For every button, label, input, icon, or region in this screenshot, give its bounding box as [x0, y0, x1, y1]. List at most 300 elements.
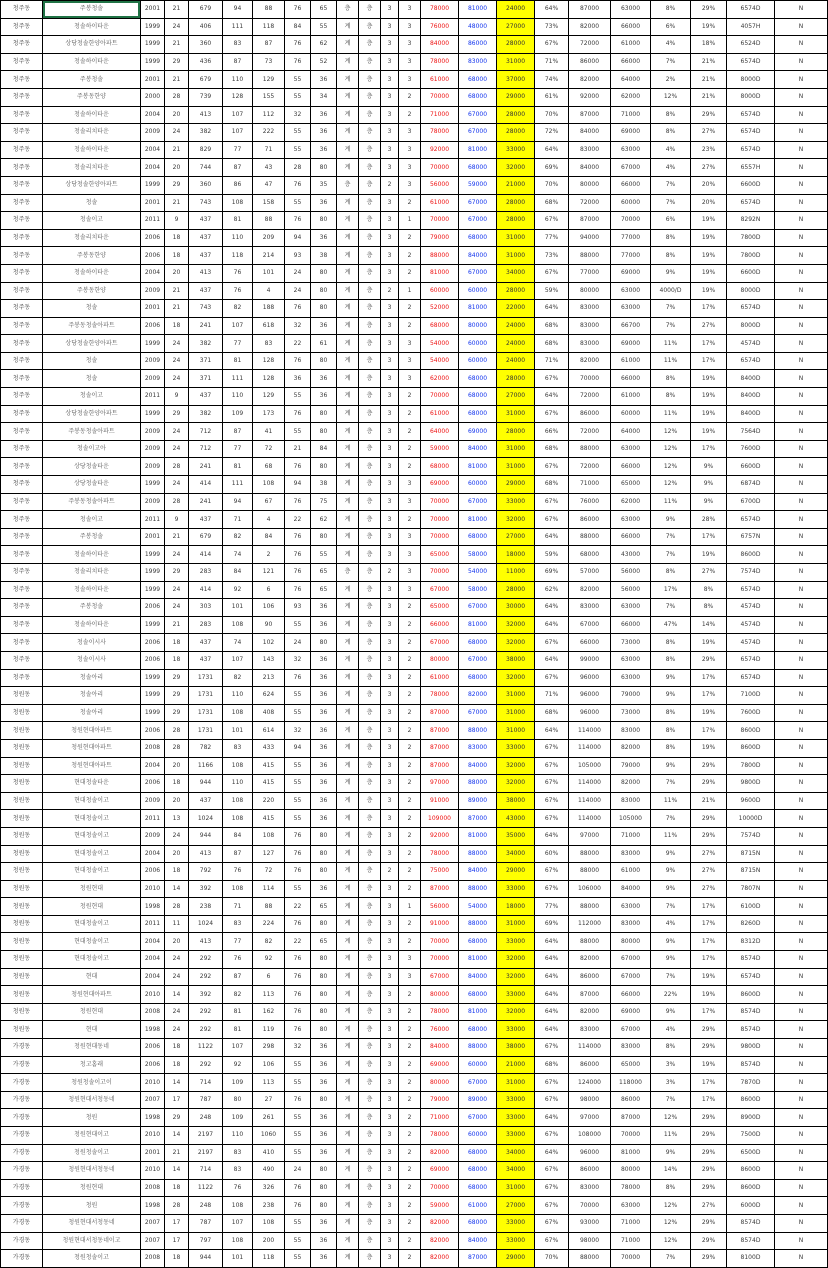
table-cell[interactable]: 108	[223, 880, 253, 898]
table-cell[interactable]: 238	[189, 898, 223, 916]
table-cell[interactable]: N	[775, 722, 828, 740]
table-cell[interactable]: 84000	[459, 968, 497, 986]
table-cell[interactable]: 24	[165, 370, 189, 388]
table-cell[interactable]: 88000	[569, 863, 611, 881]
table-cell[interactable]: 청주동	[1, 599, 43, 617]
table-cell[interactable]: 3	[381, 370, 399, 388]
table-cell[interactable]: 220	[253, 792, 285, 810]
table-cell[interactable]: 283	[189, 564, 223, 582]
table-cell[interactable]: 3	[381, 1091, 399, 1109]
table-cell[interactable]: 24	[285, 1162, 311, 1180]
table-cell[interactable]: 71000	[569, 476, 611, 494]
table-cell[interactable]: 2197	[189, 1144, 223, 1162]
table-cell[interactable]: 층	[359, 845, 381, 863]
table-cell[interactable]: 3	[399, 968, 421, 986]
table-cell[interactable]: 3	[381, 423, 399, 441]
table-cell[interactable]: 292	[189, 1003, 223, 1021]
table-cell[interactable]: 66000	[611, 18, 651, 36]
table-cell[interactable]: 108	[223, 1197, 253, 1215]
table-cell[interactable]: 61000	[459, 1197, 497, 1215]
table-cell[interactable]: 108	[223, 704, 253, 722]
table-cell[interactable]: 298	[253, 1039, 285, 1057]
table-cell[interactable]: 2008	[141, 739, 165, 757]
table-cell[interactable]: 33000	[497, 1091, 535, 1109]
table-cell[interactable]: 2004	[141, 106, 165, 124]
table-cell[interactable]: 68%	[535, 440, 569, 458]
table-cell[interactable]: 층	[359, 282, 381, 300]
table-cell[interactable]: 2001	[141, 300, 165, 318]
table-cell[interactable]: 20	[165, 845, 189, 863]
table-cell[interactable]: 78000	[611, 1179, 651, 1197]
table-cell[interactable]: 8715N	[727, 863, 775, 881]
table-cell[interactable]: 6100D	[727, 898, 775, 916]
table-cell[interactable]: N	[775, 564, 828, 582]
table-cell[interactable]: 64%	[535, 1, 569, 19]
table-cell[interactable]: 188	[253, 300, 285, 318]
table-cell[interactable]: 31000	[497, 405, 535, 423]
table-cell[interactable]: 67%	[535, 458, 569, 476]
table-cell[interactable]: 층	[359, 159, 381, 177]
table-cell[interactable]: 2010	[141, 1162, 165, 1180]
table-cell[interactable]: 61000	[611, 388, 651, 406]
table-cell[interactable]: 계	[337, 194, 359, 212]
table-cell[interactable]: 층	[359, 792, 381, 810]
table-cell[interactable]: 32	[285, 317, 311, 335]
table-cell[interactable]: 67000	[459, 1074, 497, 1092]
table-cell[interactable]: 24	[285, 264, 311, 282]
table-cell[interactable]: 19%	[691, 388, 727, 406]
table-cell[interactable]: 88000	[459, 880, 497, 898]
table-cell[interactable]: 110	[223, 71, 253, 89]
table-cell[interactable]: 71000	[611, 1232, 651, 1250]
table-cell[interactable]: 2008	[141, 1250, 165, 1268]
table-cell[interactable]: 128	[253, 370, 285, 388]
table-cell[interactable]: 68000	[459, 528, 497, 546]
table-cell[interactable]: 층	[359, 669, 381, 687]
table-cell[interactable]: 8600D	[727, 546, 775, 564]
table-cell[interactable]: 61000	[421, 71, 459, 89]
table-cell[interactable]: 413	[189, 845, 223, 863]
table-cell[interactable]: 81000	[459, 951, 497, 969]
table-cell[interactable]: 청원동	[1, 722, 43, 740]
table-cell[interactable]: 797	[189, 1232, 223, 1250]
table-cell[interactable]: 19%	[691, 423, 727, 441]
table-cell[interactable]: 64%	[535, 1144, 569, 1162]
table-cell[interactable]: 94000	[569, 229, 611, 247]
table-cell[interactable]: 83000	[611, 722, 651, 740]
table-cell[interactable]: 73%	[535, 247, 569, 265]
table-cell[interactable]: 11%	[651, 405, 691, 423]
table-cell[interactable]: 1	[399, 898, 421, 916]
table-cell[interactable]: 층	[359, 863, 381, 881]
table-cell[interactable]: 67000	[611, 968, 651, 986]
table-cell[interactable]: 84	[253, 528, 285, 546]
table-cell[interactable]: 36	[311, 1214, 337, 1232]
table-cell[interactable]: 계	[337, 1144, 359, 1162]
table-cell[interactable]: 118	[223, 247, 253, 265]
table-cell[interactable]: 28	[165, 88, 189, 106]
table-cell[interactable]: 3	[381, 722, 399, 740]
table-cell[interactable]: 2011	[141, 511, 165, 529]
table-cell[interactable]: 64%	[535, 528, 569, 546]
table-cell[interactable]: 128	[253, 352, 285, 370]
table-cell[interactable]: 청원동	[1, 986, 43, 1004]
table-cell[interactable]: 2009	[141, 792, 165, 810]
table-cell[interactable]: 68000	[459, 1214, 497, 1232]
table-cell[interactable]: 2006	[141, 1056, 165, 1074]
table-cell[interactable]: 76	[285, 986, 311, 1004]
table-cell[interactable]: 13	[165, 810, 189, 828]
table-cell[interactable]: 12%	[651, 476, 691, 494]
table-cell[interactable]: 2	[399, 1179, 421, 1197]
table-cell[interactable]: 119	[253, 1021, 285, 1039]
table-cell[interactable]: 64%	[535, 827, 569, 845]
table-cell[interactable]: 2001	[141, 1, 165, 19]
table-cell[interactable]: 청주동	[1, 229, 43, 247]
table-cell[interactable]: 32000	[497, 159, 535, 177]
table-cell[interactable]: 현대	[43, 968, 141, 986]
table-cell[interactable]: 36	[311, 810, 337, 828]
table-cell[interactable]: 70000	[421, 933, 459, 951]
table-cell[interactable]: 계	[337, 53, 359, 71]
table-cell[interactable]: 77%	[535, 898, 569, 916]
table-cell[interactable]: 94	[285, 476, 311, 494]
table-cell[interactable]: 층	[359, 616, 381, 634]
table-cell[interactable]: 계	[337, 1127, 359, 1145]
table-cell[interactable]: 층	[359, 1109, 381, 1127]
table-cell[interactable]: 88000	[459, 775, 497, 793]
table-cell[interactable]: 437	[189, 247, 223, 265]
table-cell[interactable]: 27%	[691, 124, 727, 142]
table-cell[interactable]: 8574D	[727, 1214, 775, 1232]
table-cell[interactable]: 현대청솔이고	[43, 792, 141, 810]
table-cell[interactable]: 88000	[569, 528, 611, 546]
table-cell[interactable]: 64%	[535, 651, 569, 669]
table-cell[interactable]: 200	[253, 1232, 285, 1250]
table-cell[interactable]: 청원동	[1, 933, 43, 951]
table-cell[interactable]: 155	[253, 88, 285, 106]
table-cell[interactable]: 47	[253, 176, 285, 194]
table-cell[interactable]: 76	[285, 36, 311, 54]
table-cell[interactable]: 162	[253, 1003, 285, 1021]
table-cell[interactable]: 1999	[141, 476, 165, 494]
table-cell[interactable]: 층	[359, 1232, 381, 1250]
table-cell[interactable]: 1	[399, 212, 421, 230]
table-cell[interactable]: 3	[381, 1179, 399, 1197]
table-cell[interactable]: 83000	[569, 317, 611, 335]
table-cell[interactable]: 4%	[651, 915, 691, 933]
table-cell[interactable]: 24	[165, 581, 189, 599]
table-cell[interactable]: 층	[359, 511, 381, 529]
table-cell[interactable]: 62000	[611, 88, 651, 106]
table-cell[interactable]: 80	[311, 634, 337, 652]
table-cell[interactable]: 21%	[691, 71, 727, 89]
table-cell[interactable]: 92	[223, 581, 253, 599]
table-cell[interactable]: 2	[399, 792, 421, 810]
table-cell[interactable]: 29	[165, 687, 189, 705]
table-cell[interactable]: 8600D	[727, 1162, 775, 1180]
table-cell[interactable]: 2	[399, 1074, 421, 1092]
table-cell[interactable]: 31000	[497, 1074, 535, 1092]
table-cell[interactable]: 7574D	[727, 564, 775, 582]
table-cell[interactable]: 청원	[43, 1109, 141, 1127]
table-cell[interactable]: 층	[359, 493, 381, 511]
table-cell[interactable]: 21%	[691, 88, 727, 106]
table-cell[interactable]: 청솔하이타운	[43, 616, 141, 634]
table-cell[interactable]: 76	[285, 845, 311, 863]
table-cell[interactable]: 67%	[535, 493, 569, 511]
table-cell[interactable]: 7%	[651, 968, 691, 986]
table-cell[interactable]: 청솔아리	[43, 669, 141, 687]
table-cell[interactable]: 88	[253, 898, 285, 916]
table-cell[interactable]: 712	[189, 440, 223, 458]
table-cell[interactable]: N	[775, 634, 828, 652]
table-cell[interactable]: N	[775, 1074, 828, 1092]
table-cell[interactable]: 29%	[691, 106, 727, 124]
table-cell[interactable]: 80	[311, 300, 337, 318]
table-cell[interactable]: 2	[399, 1021, 421, 1039]
table-cell[interactable]: 72000	[569, 458, 611, 476]
table-cell[interactable]: 29%	[691, 757, 727, 775]
table-cell[interactable]: 청원현대동네	[43, 1039, 141, 1057]
table-cell[interactable]: 7%	[651, 1250, 691, 1268]
table-cell[interactable]: 2004	[141, 141, 165, 159]
table-cell[interactable]: 129	[253, 71, 285, 89]
table-cell[interactable]: 계	[337, 616, 359, 634]
table-cell[interactable]: 33000	[497, 933, 535, 951]
table-cell[interactable]: 2011	[141, 212, 165, 230]
table-cell[interactable]: 382	[189, 124, 223, 142]
table-cell[interactable]: 55	[285, 124, 311, 142]
table-cell[interactable]: 19%	[691, 634, 727, 652]
table-cell[interactable]: 28	[165, 739, 189, 757]
table-cell[interactable]: 3%	[651, 1056, 691, 1074]
table-cell[interactable]: 청원청솔이고이	[43, 1074, 141, 1092]
table-cell[interactable]: 계	[337, 968, 359, 986]
table-cell[interactable]: 83	[223, 36, 253, 54]
table-cell[interactable]: 80	[311, 986, 337, 1004]
table-cell[interactable]: 59000	[421, 1197, 459, 1215]
table-cell[interactable]: 118	[253, 18, 285, 36]
table-cell[interactable]: 81	[223, 458, 253, 476]
table-cell[interactable]: 18	[165, 651, 189, 669]
table-cell[interactable]: 주봉청솔	[43, 71, 141, 89]
table-cell[interactable]: 65	[311, 564, 337, 582]
table-cell[interactable]: 114000	[569, 792, 611, 810]
table-cell[interactable]: 청주동	[1, 388, 43, 406]
table-cell[interactable]: 3%	[651, 1074, 691, 1092]
table-cell[interactable]: 2006	[141, 599, 165, 617]
table-cell[interactable]: 80	[223, 1091, 253, 1109]
table-cell[interactable]: 70000	[421, 159, 459, 177]
table-cell[interactable]: 63000	[611, 651, 651, 669]
table-cell[interactable]: 3	[381, 1109, 399, 1127]
table-cell[interactable]: 2004	[141, 757, 165, 775]
table-cell[interactable]: 292	[189, 1056, 223, 1074]
table-cell[interactable]: 29%	[691, 1, 727, 19]
table-cell[interactable]: 3	[381, 968, 399, 986]
table-cell[interactable]: 계	[337, 1074, 359, 1092]
table-cell[interactable]: 층	[359, 71, 381, 89]
table-cell[interactable]: 28	[285, 159, 311, 177]
table-cell[interactable]: 20%	[691, 176, 727, 194]
table-cell[interactable]: 2	[399, 1197, 421, 1215]
table-cell[interactable]: 28000	[497, 36, 535, 54]
table-cell[interactable]: 70%	[535, 106, 569, 124]
table-cell[interactable]: 61000	[611, 863, 651, 881]
table-cell[interactable]: 7%	[651, 528, 691, 546]
table-cell[interactable]: 계	[337, 388, 359, 406]
table-cell[interactable]: 8574D	[727, 1003, 775, 1021]
table-cell[interactable]: 2009	[141, 282, 165, 300]
table-cell[interactable]: 68000	[459, 405, 497, 423]
table-cell[interactable]: 71000	[611, 106, 651, 124]
table-cell[interactable]: 계	[337, 1021, 359, 1039]
table-cell[interactable]: 3	[399, 335, 421, 353]
table-cell[interactable]: N	[775, 1, 828, 19]
table-cell[interactable]: 29%	[691, 1144, 727, 1162]
table-cell[interactable]: 76	[285, 53, 311, 71]
table-cell[interactable]: 944	[189, 827, 223, 845]
table-cell[interactable]: 2010	[141, 880, 165, 898]
table-cell[interactable]: 82000	[421, 1250, 459, 1268]
table-cell[interactable]: 2	[253, 546, 285, 564]
table-cell[interactable]: 63000	[611, 669, 651, 687]
table-cell[interactable]: 43000	[497, 810, 535, 828]
table-cell[interactable]: 계	[337, 335, 359, 353]
table-cell[interactable]: 87	[223, 423, 253, 441]
table-cell[interactable]: 3	[399, 36, 421, 54]
table-cell[interactable]: 84000	[459, 863, 497, 881]
table-cell[interactable]: 437	[189, 634, 223, 652]
table-cell[interactable]: 66%	[535, 423, 569, 441]
table-cell[interactable]: 33000	[497, 1127, 535, 1145]
table-cell[interactable]: 80000	[421, 1074, 459, 1092]
table-cell[interactable]: 371	[189, 352, 223, 370]
table-cell[interactable]: 33000	[497, 1021, 535, 1039]
table-cell[interactable]: 청주동	[1, 634, 43, 652]
table-cell[interactable]: 67000	[459, 1109, 497, 1127]
table-cell[interactable]: 8%	[651, 634, 691, 652]
table-cell[interactable]: 86000	[569, 511, 611, 529]
table-cell[interactable]: 68000	[459, 634, 497, 652]
table-cell[interactable]: 679	[189, 528, 223, 546]
table-cell[interactable]: 61000	[421, 405, 459, 423]
table-cell[interactable]: 29000	[497, 88, 535, 106]
table-cell[interactable]: 97000	[569, 1109, 611, 1127]
table-cell[interactable]: 1999	[141, 335, 165, 353]
table-cell[interactable]: 712	[189, 423, 223, 441]
table-cell[interactable]: 3	[399, 159, 421, 177]
table-cell[interactable]: 21	[165, 300, 189, 318]
table-cell[interactable]: 64%	[535, 1109, 569, 1127]
table-cell[interactable]: 80	[311, 1091, 337, 1109]
table-cell[interactable]: 67%	[535, 863, 569, 881]
table-cell[interactable]: 층	[359, 704, 381, 722]
table-cell[interactable]: 114000	[569, 1039, 611, 1057]
table-cell[interactable]: 65	[311, 1, 337, 19]
table-cell[interactable]: 69000	[611, 1003, 651, 1021]
table-cell[interactable]: 71000	[421, 1109, 459, 1127]
table-cell[interactable]: 청솔	[43, 300, 141, 318]
table-cell[interactable]: 83000	[459, 53, 497, 71]
table-cell[interactable]: 29%	[691, 827, 727, 845]
table-cell[interactable]: 2	[381, 176, 399, 194]
table-cell[interactable]: 36	[311, 792, 337, 810]
table-cell[interactable]: 38000	[497, 651, 535, 669]
table-cell[interactable]: 78000	[421, 124, 459, 142]
table-cell[interactable]: 437	[189, 651, 223, 669]
table-cell[interactable]: 88000	[569, 898, 611, 916]
table-cell[interactable]: 84000	[421, 1039, 459, 1057]
table-cell[interactable]: 2	[399, 1232, 421, 1250]
table-cell[interactable]: 28000	[497, 282, 535, 300]
table-cell[interactable]: 83000	[569, 300, 611, 318]
table-cell[interactable]: 61	[311, 335, 337, 353]
table-cell[interactable]: 81000	[459, 827, 497, 845]
table-cell[interactable]: 81000	[459, 616, 497, 634]
table-cell[interactable]: 70000	[611, 212, 651, 230]
table-cell[interactable]: 9	[165, 212, 189, 230]
table-cell[interactable]: 9	[165, 511, 189, 529]
table-cell[interactable]: N	[775, 968, 828, 986]
table-cell[interactable]: 19%	[691, 405, 727, 423]
table-cell[interactable]: N	[775, 1091, 828, 1109]
table-cell[interactable]: 84	[311, 440, 337, 458]
table-cell[interactable]: 68000	[459, 1144, 497, 1162]
table-cell[interactable]: 37000	[497, 71, 535, 89]
table-cell[interactable]: 67%	[535, 36, 569, 54]
table-cell[interactable]: 층	[359, 1, 381, 19]
table-cell[interactable]: 67000	[611, 159, 651, 177]
table-cell[interactable]: 2	[399, 264, 421, 282]
table-cell[interactable]: 층	[359, 915, 381, 933]
table-cell[interactable]: 2	[399, 1162, 421, 1180]
table-cell[interactable]: 112000	[569, 915, 611, 933]
table-cell[interactable]: 12%	[651, 1109, 691, 1127]
table-cell[interactable]: 118	[253, 1250, 285, 1268]
table-cell[interactable]: 층	[359, 827, 381, 845]
table-cell[interactable]: N	[775, 370, 828, 388]
table-cell[interactable]: 청솔하이타운	[43, 581, 141, 599]
table-cell[interactable]: 80	[311, 863, 337, 881]
table-cell[interactable]: 33000	[497, 739, 535, 757]
table-cell[interactable]: 18	[165, 317, 189, 335]
table-cell[interactable]: 55	[285, 880, 311, 898]
table-cell[interactable]: 24	[165, 18, 189, 36]
table-cell[interactable]: 청원현대아파트	[43, 722, 141, 740]
table-cell[interactable]: 3	[381, 300, 399, 318]
table-cell[interactable]: 944	[189, 775, 223, 793]
table-cell[interactable]: 80	[311, 827, 337, 845]
table-cell[interactable]: 81	[223, 1021, 253, 1039]
table-cell[interactable]: 8%	[651, 1, 691, 19]
table-cell[interactable]: 55	[285, 1074, 311, 1092]
table-cell[interactable]: 68000	[421, 458, 459, 476]
table-cell[interactable]: 3	[399, 176, 421, 194]
table-cell[interactable]: 2	[399, 229, 421, 247]
table-cell[interactable]: 71000	[611, 1214, 651, 1232]
table-cell[interactable]: 679	[189, 71, 223, 89]
table-cell[interactable]: 2007	[141, 1214, 165, 1232]
table-cell[interactable]: 17	[165, 1232, 189, 1250]
table-cell[interactable]: 23%	[691, 141, 727, 159]
table-cell[interactable]: 91000	[421, 792, 459, 810]
table-cell[interactable]: 2006	[141, 1039, 165, 1057]
table-cell[interactable]: 68000	[459, 1021, 497, 1039]
table-cell[interactable]: 33000	[497, 1214, 535, 1232]
table-cell[interactable]: 113	[253, 1074, 285, 1092]
